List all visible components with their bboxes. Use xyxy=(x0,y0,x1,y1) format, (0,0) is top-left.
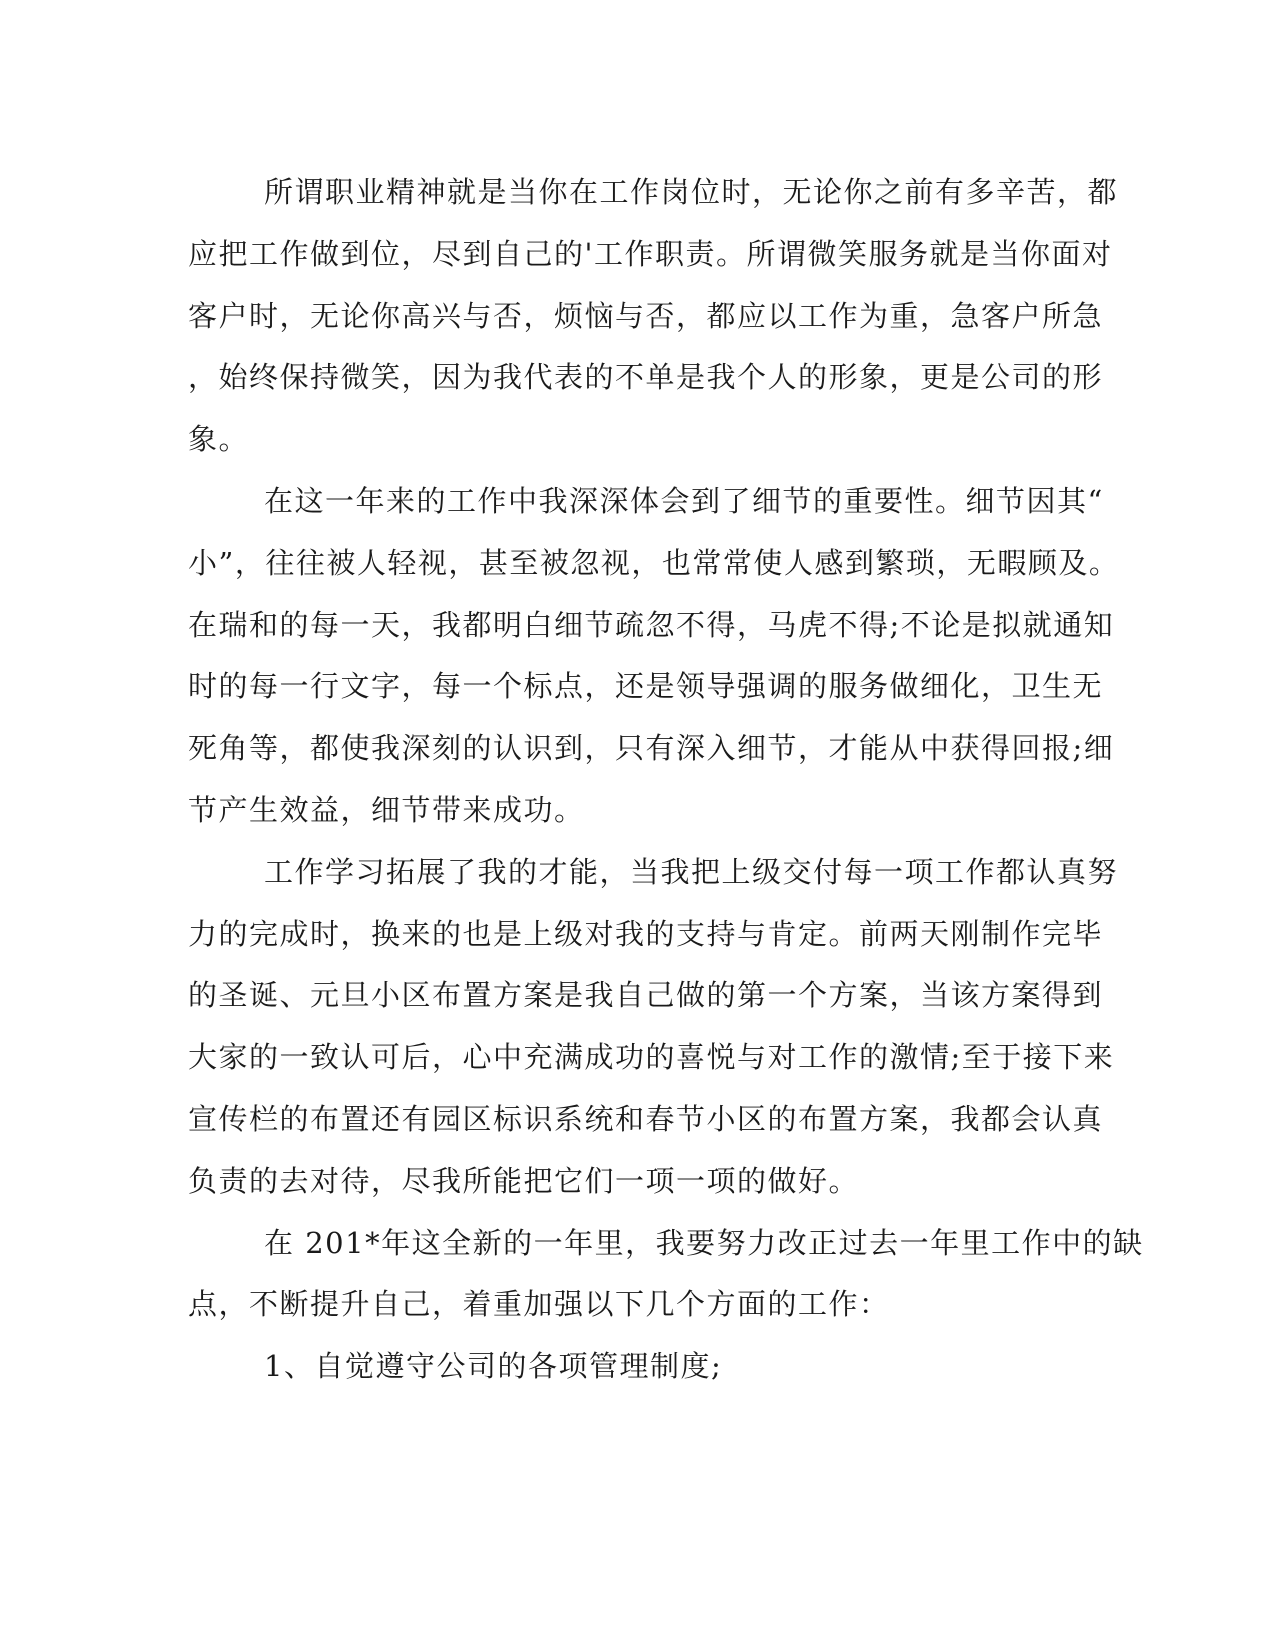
paragraph-line: 节产生效益，细节带来成功。 xyxy=(188,792,585,827)
paragraph-line: 在瑞和的每一天，我都明白细节疏忽不得，马虎不得;不论是拟就通知 xyxy=(188,607,1115,642)
paragraph-line: 负责的去对待，尽我所能把它们一项一项的做好。 xyxy=(188,1163,860,1198)
paragraph-line: 大家的一致认可后，心中充满成功的喜悦与对工作的激情;至于接下来 xyxy=(188,1040,1115,1075)
paragraph-line: 在这一年来的工作中我深深体会到了细节的重要性。细节因其“ xyxy=(264,483,1104,518)
paragraph-line: 应把工作做到位，尽到自己的'工作职责。所谓微笑服务就是当你面对 xyxy=(188,236,1113,271)
list-item: 1、自觉遵守公司的各项管理制度; xyxy=(264,1349,723,1384)
paragraph-line: 时的每一行文字，每一个标点，还是领导强调的服务做细化，卫生无 xyxy=(188,669,1104,704)
document-body xyxy=(188,162,1144,1398)
paragraph-line: 点，不断提升自己，着重加强以下几个方面的工作： xyxy=(188,1287,890,1322)
paragraph-line: 死角等，都使我深刻的认识到，只有深入细节，才能从中获得回报;细 xyxy=(188,731,1115,766)
paragraph-line: 工作学习拓展了我的才能，当我把上级交付每一项工作都认真努 xyxy=(264,854,1119,889)
paragraph-line: 小”，往往被人轻视，甚至被忽视，也常常使人感到繁琐，无暇顾及。 xyxy=(188,545,1120,580)
paragraph-line: 宣传栏的布置还有园区标识系统和春节小区的布置方案，我都会认真 xyxy=(188,1101,1104,1136)
paragraph-line: 的圣诞、元旦小区布置方案是我自己做的第一个方案，当该方案得到 xyxy=(188,978,1104,1013)
paragraph-line: 所谓职业精神就是当你在工作岗位时，无论你之前有多辛苦，都 xyxy=(264,175,1119,209)
paragraph-line: 象。 xyxy=(188,422,250,457)
paragraph-line: 力的完成时，换来的也是上级对我的支持与肯定。前两天刚制作完毕 xyxy=(188,916,1104,951)
paragraph-line: ，始终保持微笑，因为我代表的不单是我个人的形象，更是公司的形 xyxy=(188,360,1104,395)
paragraph-line: 在 201*年这全新的一年里，我要努力改正过去一年里工作中的缺 xyxy=(264,1225,1144,1260)
paragraph-line: 客户时，无论你高兴与否，烦恼与否，都应以工作为重，急客户所急 xyxy=(188,298,1104,333)
